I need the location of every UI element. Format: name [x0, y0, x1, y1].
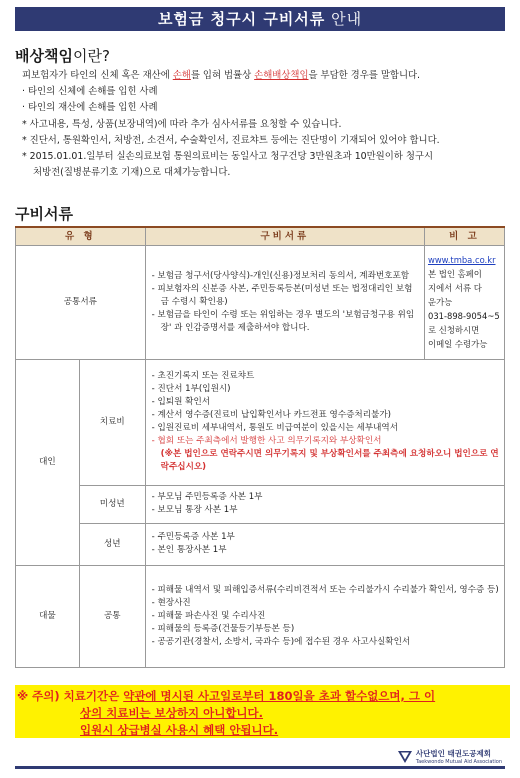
warning-line-2 — [17, 705, 510, 722]
list-item: - 보험금 청구서(당사양식)-개인(신용)정보처리 동의서, 계좌번호포함 — [151, 270, 410, 281]
note-line: 운가능 — [427, 297, 453, 307]
warning-text-1: 약관에 명시된 사고일로부터 180일을 초과 할수없으며, 그 이 — [123, 689, 436, 703]
liability-heading-bold: 배상책임 — [15, 47, 73, 65]
table-row-minor — [16, 485, 505, 523]
example-body: · 타인의 신체에 손해를 입힌 사례 — [22, 86, 158, 98]
title-main: 보험금 청구시 구비서류 — [157, 10, 326, 28]
list-item: - 주민등록증 사본 1부 — [151, 532, 235, 542]
list-item: - 피보험자의 신분증 사본, 주민등록등본(미성년 또는 법정대리인 보험금 수령시 확인용) — [151, 283, 413, 307]
common-note-cell — [424, 245, 504, 359]
list-item: - 보험금을 타인이 수령 또는 위임하는 경우 별도의 '보험금청구용 위임장' 과 인감증명서를 제출하셔야 합니다. — [151, 309, 415, 333]
col-type: 유 형 — [16, 227, 146, 245]
liability-heading-rest: 이란? — [72, 47, 110, 65]
homepage-link[interactable]: www.tmba.co.kr — [427, 255, 496, 265]
treatment-label: 치료비 — [79, 359, 145, 485]
warning-prefix: ※ 주의) 치료기간은 — [17, 689, 124, 703]
note-extra-docs: * 사고내용, 특성, 상품(보장내역)에 따라 추가 심사서류를 요청할 수 있습니다. — [22, 118, 342, 130]
minor-label: 미성년 — [79, 485, 145, 523]
list-item: - 부모님 주민등록증 사본 1부 — [151, 492, 263, 502]
docs-table — [15, 226, 505, 668]
warning-text-3: 입원시 상급병실 사용시 혜택 안됩니다. — [80, 723, 279, 737]
list-item: - 본인 통장사본 1부 — [151, 545, 227, 555]
page-title — [15, 7, 505, 31]
note-line: 031-898-9054~5 — [427, 311, 500, 321]
list-item: - 현장사진 — [151, 597, 191, 608]
org-logo — [398, 748, 502, 765]
list-item: - 피해물 파손사진 및 수리사진 — [151, 610, 266, 621]
example-property: · 타인의 재산에 손해를 입힌 사례 — [22, 102, 158, 114]
adult-label: 성년 — [79, 523, 145, 565]
org-name-en: Taekwondo Mutual Aid Association — [415, 759, 502, 765]
common-docs-cell — [145, 245, 424, 359]
property-sub-label: 공통 — [79, 565, 145, 667]
list-item: - 공공기관(경찰서, 소방서, 국과수 등)에 접수된 경우 사고사실확인서 — [151, 636, 411, 647]
def-text-3: 을 부담한 경우를 말합니다. — [308, 70, 421, 81]
table-row-treatment — [16, 359, 505, 485]
warning-line-1 — [17, 688, 510, 705]
person-label: 대인 — [16, 359, 80, 565]
list-item: - 피해물 내역서 및 피해입증서류(수리비견적서 또는 수리불가시 수리불가 확인서, 영수증 등) — [151, 584, 499, 595]
list-item: - 계산서 영수증(진료비 납입확인서나 카드전표 영수증처리불가) — [151, 410, 391, 420]
property-label: 대물 — [16, 565, 80, 667]
footer-divider — [15, 766, 505, 769]
note-2015: * 2015.01.01.일부터 실손의료보험 통원의료비는 동일사고 청구건당 3만원초과 10만원이하 청구시 — [22, 151, 433, 163]
col-docs: 구비서류 — [145, 227, 424, 245]
note-line: 로 신청하시면 — [427, 325, 480, 335]
warning-box — [15, 685, 510, 738]
property-docs-cell — [145, 565, 504, 667]
treatment-docs-cell — [145, 359, 504, 485]
note-2015-cont: 처방전(질병분류기호 기재)으로 대체가능합니다. — [33, 167, 231, 179]
table-row-adult — [16, 523, 505, 565]
org-name: 사단법인 태권도공제회 — [415, 749, 491, 758]
warning-text-2: 상의 치료비는 보상하지 아니합니다. — [80, 706, 264, 720]
liability-heading — [15, 45, 110, 66]
list-item: - 입퇴원 확인서 — [151, 397, 211, 407]
note-line: 본 법인 홈페이 — [427, 269, 482, 279]
adult-docs-cell — [145, 523, 504, 565]
list-item: - 피해물의 등록증(건물등기부등본 등) — [151, 623, 295, 634]
def-text-1: 피보험자가 타인의 신체 혹은 재산에 — [22, 70, 173, 81]
def-red-2: 손해배상책임 — [254, 70, 309, 81]
def-text-2: 를 입혀 법률상 — [190, 70, 255, 81]
table-row-common — [16, 245, 505, 359]
list-item-red-bold: (※본 법인으로 연락주시면 의무기록지 및 부상확인서를 주최측에 요청하오니 법인으로 연락주십시오) — [160, 449, 499, 472]
table-row-property — [16, 565, 505, 667]
minor-docs-cell — [145, 485, 504, 523]
table-header-row — [16, 227, 505, 245]
common-label: 공통서류 — [16, 245, 146, 359]
title-suffix: 안내 — [331, 10, 363, 28]
docs-heading: 구비서류 — [15, 205, 73, 223]
list-item: - 초진기록지 또는 진료챠트 — [151, 371, 255, 381]
note-diagnosis: * 진단서, 통원확인서, 처방전, 소견서, 수술확인서, 진료챠트 등에는 진단명이 기재되어 있어야 합니다. — [22, 134, 440, 146]
list-item-red: - 협회 또는 주최측에서 발행한 사고 의무기록지와 부상확인서 — [151, 436, 382, 446]
warning-line-3 — [17, 722, 510, 739]
col-note: 비 고 — [424, 227, 504, 245]
list-item: - 입원진료비 세부내역서, 통원도 비급여분이 있을시는 세부내역서 — [151, 423, 399, 433]
list-item: - 보모님 통장 사본 1부 — [151, 505, 238, 515]
liability-definition — [22, 68, 512, 84]
taekwondo-logo-icon — [398, 751, 412, 763]
note-line: 지에서 서류 다 — [427, 283, 482, 293]
list-item: - 진단서 1부(입원시) — [151, 384, 231, 394]
liability-description — [22, 68, 512, 181]
def-red-1: 손해 — [172, 70, 191, 81]
note-line: 이메일 수령가능 — [427, 339, 488, 349]
